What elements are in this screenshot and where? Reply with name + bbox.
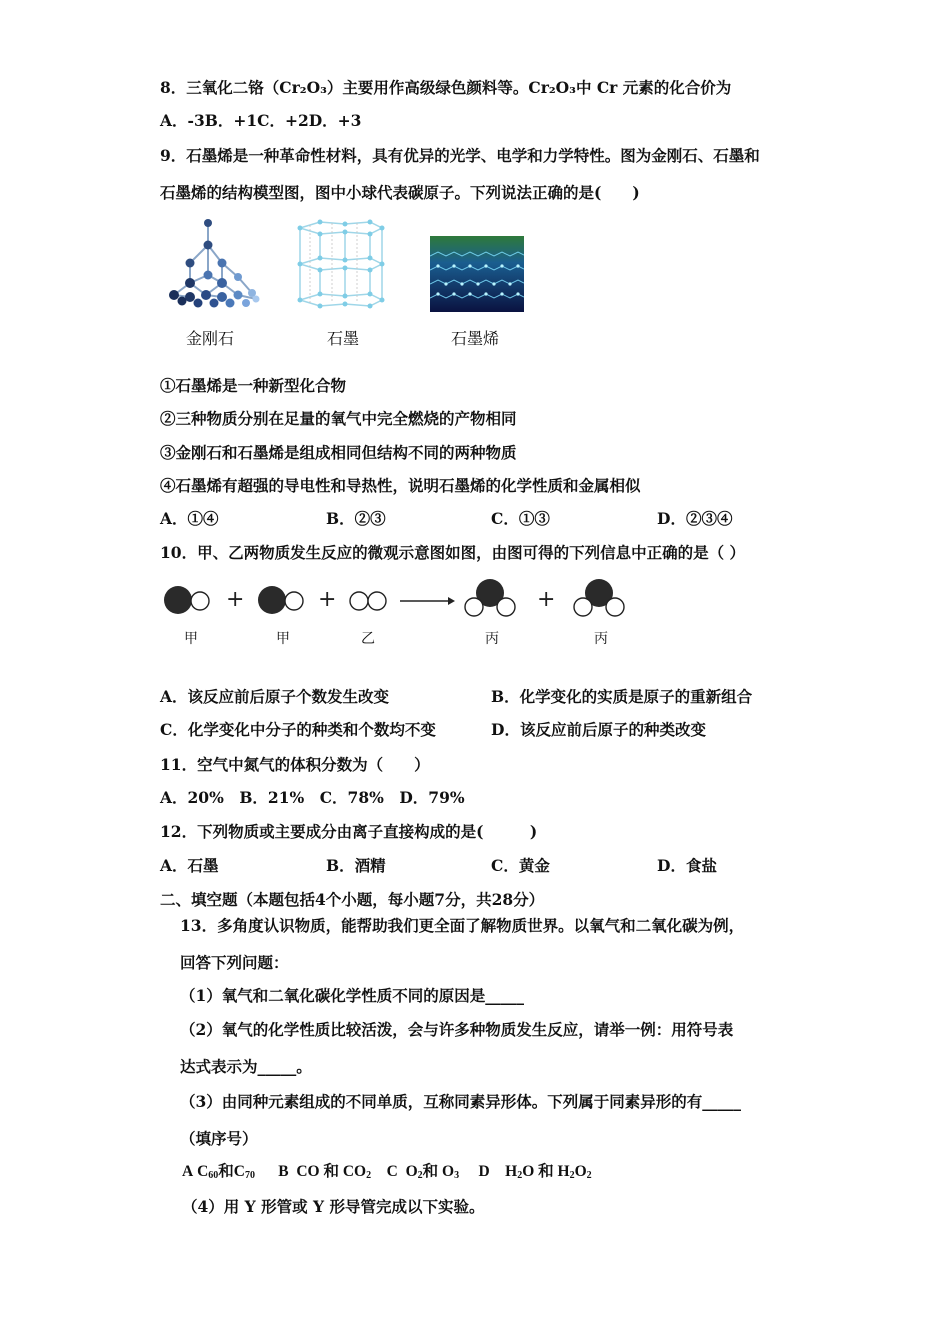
q10-option-a: A．该反应前后原子个数发生改变	[160, 687, 390, 706]
choice-a: A $C_{60}$和$C_{70}$	[182, 1163, 255, 1181]
molecule-bing-2	[569, 574, 629, 622]
label-bing-2: 丙	[594, 631, 608, 647]
q13-part3-line2: （填序号）	[180, 1129, 258, 1148]
molecule-yi	[346, 580, 392, 620]
q9-option-c: C．①③	[491, 509, 550, 528]
plus-sign-3: +	[537, 587, 556, 612]
q12-option-d: D．食盐	[657, 856, 717, 875]
q10-option-d: D．该反应前后原子的种类改变	[491, 720, 706, 739]
choice-d: D $H_2O$ 和 $H_2O_2$	[478, 1163, 592, 1181]
q13-part2-line1: （2）氧气的化学性质比较活泼，会与许多种物质发生反应，请举一例：用符号表	[180, 1020, 734, 1039]
molecule-jia-2	[254, 580, 306, 620]
q13-choices	[182, 1162, 592, 1186]
q12-option-a: A．石墨	[160, 856, 219, 875]
molecule-jia-1	[160, 580, 212, 620]
choice-c: C $O_2$和 $O_3$	[386, 1163, 460, 1181]
caption-graphene: 石墨烯	[451, 329, 500, 348]
q9-statement-3: ③金刚石和石墨烯是组成相同但结构不同的两种物质	[160, 443, 517, 462]
q9-statement-2: ②三种物质分别在足量的氧气中完全燃烧的产物相同	[160, 409, 517, 428]
q12-option-c: C．黄金	[491, 856, 550, 875]
q10-stem: 10．甲、乙两物质发生反应的微观示意图如图，由图可得的下列信息中正确的是（ ）	[160, 543, 745, 562]
q9-option-d: D．②③④	[657, 509, 733, 528]
q9-statement-4: ④石墨烯有超强的导电性和导热性，说明石墨烯的化学性质和金属相似	[160, 476, 641, 495]
q12-stem: 12．下列物质或主要成分由离子直接构成的是( )	[160, 822, 538, 841]
q13-part2-line2: 达式表示为_____。	[180, 1057, 312, 1076]
q13-part4: （4）用 Y 形管或 Y 形导管完成以下实验。	[182, 1197, 485, 1216]
q13-stem-line2: 回答下列问题：	[180, 953, 289, 972]
q8-options: A．-3B．+1C．+2D．+3	[160, 111, 362, 130]
label-bing-1: 丙	[485, 631, 499, 647]
q11-options: A．20% B．21% C．78% D．79%	[160, 788, 465, 807]
q9-option-a: A．①④	[160, 509, 219, 528]
label-yi: 乙	[361, 631, 375, 647]
q13-stem-line1: 13．多角度认识物质，能帮助我们更全面了解物质世界。以氧气和二氧化碳为例，	[180, 916, 745, 935]
caption-graphite: 石墨	[327, 329, 360, 348]
molecule-bing-1	[460, 574, 520, 622]
q10-option-c: C．化学变化中分子的种类和个数均不变	[160, 720, 436, 739]
q9-statement-1: ①石墨烯是一种新型化合物	[160, 376, 347, 395]
graphite-structure-image	[290, 218, 390, 310]
choice-b: B CO 和 $CO_2$	[278, 1163, 372, 1181]
reaction-arrow	[398, 592, 456, 610]
q11-stem: 11．空气中氮气的体积分数为（ ）	[160, 755, 430, 774]
label-jia-1: 甲	[184, 631, 198, 647]
diamond-structure-image	[160, 215, 265, 310]
q13-part3-line1: （3）由同种元素组成的不同单质，互称同素异形体。下列属于同素异形的有_____	[180, 1092, 742, 1111]
section-2-heading: 二、填空题（本题包括4个小题，每小题7分，共28分）	[160, 890, 545, 909]
q9-stem-line2: 石墨烯的结构模型图，图中小球代表碳原子。下列说法正确的是( )	[160, 183, 640, 202]
plus-sign-1: +	[226, 587, 245, 612]
plus-sign-2: +	[318, 587, 337, 612]
q13-part1: （1）氧气和二氧化碳化学性质不同的原因是_____	[180, 986, 525, 1005]
caption-diamond: 金刚石	[186, 329, 235, 348]
q10-option-b: B．化学变化的实质是原子的重新组合	[491, 687, 753, 706]
q9-stem-line1: 9．石墨烯是一种革命性材料，具有优异的光学、电学和力学特性。图为金刚石、石墨和	[160, 146, 760, 165]
graphene-structure-image	[430, 236, 524, 312]
q12-option-b: B．酒精	[326, 856, 386, 875]
q8-stem: 8．三氧化二铬（Cr₂O₃）主要用作高级绿色颜料等。Cr₂O₃中 Cr 元素的化合价为	[160, 78, 732, 97]
label-jia-2: 甲	[276, 631, 290, 647]
q9-option-b: B．②③	[326, 509, 386, 528]
